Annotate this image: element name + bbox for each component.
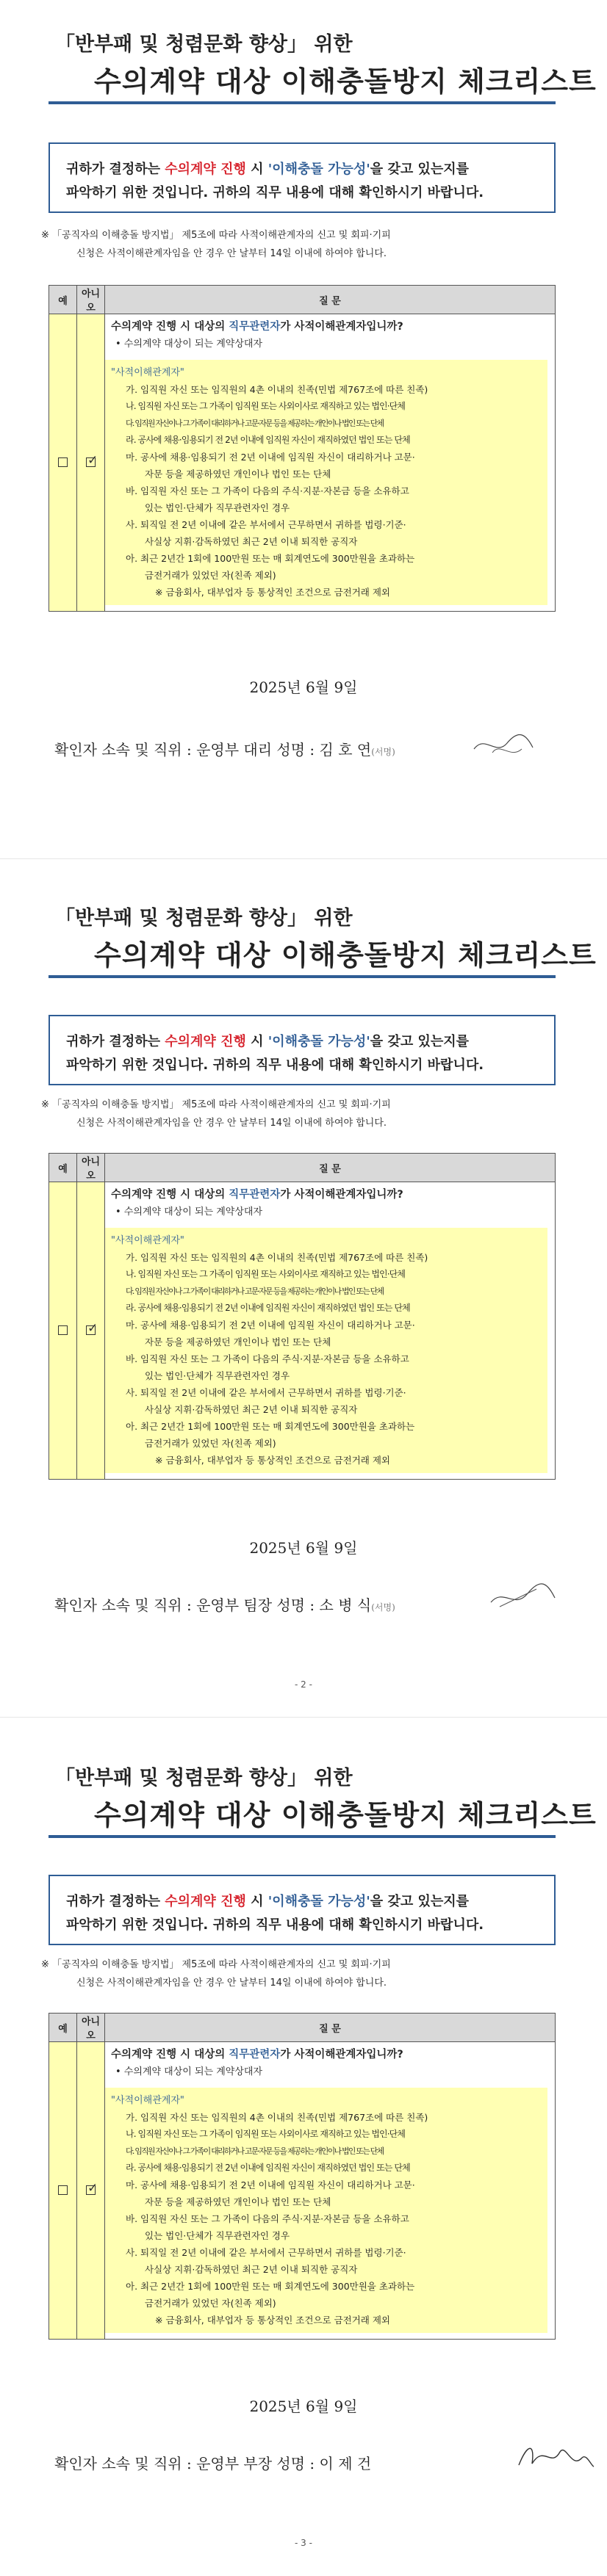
date: 2025년 6월 9일 — [249, 2398, 358, 2415]
term-label: "사적이해관계자" — [111, 1235, 184, 1246]
question-heading — [111, 319, 547, 336]
notice-line1 — [66, 1031, 469, 1050]
notice-blue-text: '이해충돌 가능성' — [267, 1894, 370, 1909]
table-header-row — [49, 2014, 556, 2042]
term-item: 가. 임직원 자신 또는 임직원의 4촌 이내의 친족(민법 제767조에 따른 친족) — [126, 384, 428, 395]
page-2 — [0, 858, 607, 1718]
term-label: "사적이해관계자" — [111, 367, 184, 378]
yes-checkbox[interactable] — [58, 1325, 68, 1335]
term-item: 나. 임직원 자신 또는 그 가족이 임직원 또는 사외이사로 재직하고 있는 법인·단체 — [126, 2129, 406, 2139]
term-label: "사적이해관계자" — [111, 2095, 184, 2106]
term-item: 마. 공사에 채용·임용되기 전 2년 이내에 임직원 자신이 대리하거나 고문· — [126, 2179, 415, 2190]
term-item: 나. 임직원 자신 또는 그 가족이 임직원 또는 사외이사로 재직하고 있는 법인·단체 — [126, 401, 406, 411]
notice-text: 을 갖고 있는지를 — [370, 1894, 470, 1909]
question-sub: • 수의계약 대상이 되는 계약상대자 — [115, 2066, 263, 2077]
title-line1: 「반부패 및 청렴문화 향상」 위한 — [55, 1767, 353, 1790]
confirmer-name: 이 제 건 — [319, 2455, 372, 2472]
page-number: - 2 - — [295, 1679, 312, 1690]
notice-red-text: 수의계약 진행 — [165, 162, 246, 177]
term-item: 가. 임직원 자신 또는 임직원의 4촌 이내의 친족(민법 제767조에 따른 친족) — [126, 1252, 428, 1263]
term-item: 있는 법인·단체가 직무관련자인 경우 — [145, 502, 290, 513]
term-item: 마. 공사에 채용·임용되기 전 2년 이내에 임직원 자신이 대리하거나 고문· — [126, 1320, 415, 1331]
header-yes: 예 — [49, 2014, 77, 2042]
header-no: 아니오 — [77, 2014, 105, 2042]
footnote-line2: 신청은 사적이해관계자임을 안 경우 안 날부터 14일 이내에 하여야 합니다. — [76, 1978, 387, 1989]
yes-checkbox[interactable] — [58, 2185, 68, 2195]
confirmer-position: 운영부 부장 — [196, 2455, 273, 2472]
question-sub: • 수의계약 대상이 되는 계약상대자 — [115, 1206, 263, 1218]
footnote — [41, 1955, 556, 1992]
stamp-text: (서명) — [371, 1602, 395, 1613]
term-item: 라. 공사에 채용·임용되기 전 2년 이내에 임직원 자신이 재직하였던 법인 또는 단체 — [126, 435, 410, 445]
term-item: 사. 퇴직일 전 2년 이내에 같은 부서에서 근무하면서 귀하를 법령·기준· — [126, 2247, 406, 2258]
name-label: 성명 : — [276, 741, 320, 759]
term-item: 아. 최근 2년간 1회에 100만원 또는 매 회계연도에 300만원을 초과하는 — [126, 1421, 415, 1432]
term-item: 아. 최근 2년간 1회에 100만원 또는 매 회계연도에 300만원을 초과하는 — [126, 553, 415, 564]
term-item: 나. 임직원 자신 또는 그 가족이 임직원 또는 사외이사로 재직하고 있는 법인·단체 — [126, 1269, 406, 1279]
notice-text: 시 — [245, 1034, 268, 1049]
footnote-line2: 신청은 사적이해관계자임을 안 경우 안 날부터 14일 이내에 하여야 합니다. — [76, 248, 387, 259]
question-text: 수의계약 진행 시 대상의 — [111, 1189, 229, 1201]
checklist-table — [49, 1153, 556, 1480]
title-line1: 「반부패 및 청렴문화 향상」 위한 — [55, 907, 353, 930]
title-underline — [49, 101, 556, 104]
header-yes: 예 — [49, 286, 77, 314]
term-definition — [105, 1228, 547, 1473]
header-no: 아니오 — [77, 286, 105, 314]
term-item: 자문 등을 제공하였던 개인이나 법인 또는 단체 — [145, 468, 331, 480]
term-item: 금전거래가 있었던 자(친족 제외) — [145, 1438, 276, 1449]
term-item: 있는 법인·단체가 직무관련자인 경우 — [145, 1370, 290, 1381]
notice-red-text: 수의계약 진행 — [165, 1894, 246, 1909]
term-item: 사실상 지휘·감독하였던 최근 2년 이내 퇴직한 공직자 — [145, 536, 358, 547]
question-text: 가 사적이해관계자입니까? — [280, 1189, 403, 1201]
term-item: 바. 임직원 자신 또는 그 가족이 다음의 주식·지분·자본금 등을 소유하고 — [126, 485, 409, 496]
confirmer-line — [54, 2452, 371, 2473]
footnote-line1: ※ 「공직자의 이해충돌 방지법」 제5조에 따라 사적이해관계자의 신고 및 회피·기피 — [41, 1099, 391, 1110]
term-item: 사실상 지휘·감독하였던 최근 2년 이내 퇴직한 공직자 — [145, 2264, 358, 2275]
notice-text: 귀하가 결정하는 — [66, 1034, 165, 1049]
confirmer-line — [54, 1593, 395, 1615]
name-label: 성명 : — [276, 2455, 320, 2472]
notice-line2: 파악하기 위한 것입니다. 귀하의 직무 내용에 대해 확인하시기 바랍니다. — [66, 1057, 484, 1073]
footnote — [41, 1096, 556, 1132]
title-underline — [49, 975, 556, 978]
header-question: 질 문 — [105, 1154, 556, 1182]
confirmer-name: 김 호 연 — [319, 741, 372, 759]
check-mark-icon: ✓ — [87, 2180, 98, 2196]
table-header-row — [49, 286, 556, 314]
term-item: 자문 등을 제공하였던 개인이나 법인 또는 단체 — [145, 2196, 331, 2207]
term-item: 금전거래가 있었던 자(친족 제외) — [145, 570, 276, 581]
term-item: 바. 임직원 자신 또는 그 가족이 다음의 주식·지분·자본금 등을 소유하고 — [126, 2213, 409, 2224]
question-cell — [105, 1182, 556, 1480]
confirmer-name: 소 병 식 — [319, 1596, 372, 1614]
notice-line1 — [66, 159, 469, 178]
confirmer-prefix: 확인자 소속 및 직위 : — [54, 741, 197, 759]
table-row — [49, 2042, 556, 2340]
check-mark-icon: ✓ — [87, 452, 98, 468]
notice-box — [49, 1015, 556, 1085]
checklist-table — [49, 285, 556, 612]
term-item: 가. 임직원 자신 또는 임직원의 4촌 이내의 친족(민법 제767조에 따른 친족) — [126, 2112, 428, 2123]
table-row — [49, 1182, 556, 1480]
signature-image — [470, 727, 536, 764]
header-question: 질 문 — [105, 286, 556, 314]
term-item: 다. 임직원 자신이나 그 가족이 대리하거나 고문·자문 등을 제공하는 개인이나 법인 또는 단체 — [126, 419, 384, 428]
notice-text: 을 갖고 있는지를 — [370, 162, 470, 177]
term-note: ※ 금융회사, 대부업자 등 통상적인 조건으로 금전거래 제외 — [155, 587, 390, 598]
term-item: 바. 임직원 자신 또는 그 가족이 다음의 주식·지분·자본금 등을 소유하고 — [126, 1353, 409, 1364]
confirmer-position: 운영부 팀장 — [196, 1596, 273, 1614]
no-cell[interactable] — [77, 314, 105, 612]
check-mark-icon: ✓ — [87, 1320, 98, 1336]
signature-image — [485, 1579, 558, 1616]
no-cell[interactable] — [77, 2042, 105, 2340]
term-item: 자문 등을 제공하였던 개인이나 법인 또는 단체 — [145, 1336, 331, 1347]
footnote-line2: 신청은 사적이해관계자임을 안 경우 안 날부터 14일 이내에 하여야 합니다. — [76, 1118, 387, 1129]
term-item: 다. 임직원 자신이나 그 가족이 대리하거나 고문·자문 등을 제공하는 개인이나 법인 또는 단체 — [126, 1287, 384, 1296]
date: 2025년 6월 9일 — [249, 679, 358, 696]
question-heading — [111, 2047, 547, 2063]
title-line1: 「반부패 및 청렴문화 향상」 위한 — [55, 33, 353, 56]
term-item: 사. 퇴직일 전 2년 이내에 같은 부서에서 근무하면서 귀하를 법령·기준· — [126, 1387, 406, 1398]
confirmer-prefix: 확인자 소속 및 직위 : — [54, 1596, 197, 1614]
notice-blue-text: '이해충돌 가능성' — [267, 1034, 370, 1049]
footnote-line1: ※ 「공직자의 이해충돌 방지법」 제5조에 따라 사적이해관계자의 신고 및 회피·기피 — [41, 1959, 391, 1970]
confirmer-position: 운영부 대리 — [196, 741, 273, 759]
footnote — [41, 226, 556, 263]
notice-text: 귀하가 결정하는 — [66, 1894, 165, 1909]
term-item: 라. 공사에 채용·임용되기 전 2년 이내에 임직원 자신이 재직하였던 법인 또는 단체 — [126, 2163, 410, 2173]
notice-line1 — [66, 1891, 469, 1910]
page-1 — [0, 0, 607, 858]
question-text: 가 사적이해관계자입니까? — [280, 2049, 403, 2061]
stamp-text: (서명) — [371, 747, 395, 757]
notice-text: 시 — [245, 162, 268, 177]
yes-cell[interactable] — [49, 314, 77, 612]
header-question: 질 문 — [105, 2014, 556, 2042]
notice-line2: 파악하기 위한 것입니다. 귀하의 직무 내용에 대해 확인하시기 바랍니다. — [66, 185, 484, 200]
page-number: - 3 - — [295, 2538, 312, 2548]
notice-text: 시 — [245, 1894, 268, 1909]
term-note: ※ 금융회사, 대부업자 등 통상적인 조건으로 금전거래 제외 — [155, 2315, 390, 2326]
term-item: 라. 공사에 채용·임용되기 전 2년 이내에 임직원 자신이 재직하였던 법인 또는 단체 — [126, 1303, 410, 1313]
table-row — [49, 314, 556, 612]
notice-box — [49, 142, 556, 213]
term-definition — [105, 2088, 547, 2333]
yes-checkbox[interactable] — [58, 457, 68, 467]
date: 2025년 6월 9일 — [249, 1539, 358, 1557]
term-item: 마. 공사에 채용·임용되기 전 2년 이내에 임직원 자신이 대리하거나 고문· — [126, 452, 415, 463]
signature-image — [514, 2436, 595, 2480]
title-line2: 수의계약 대상 이해충돌방지 체크리스트 — [94, 65, 597, 98]
term-item: 다. 임직원 자신이나 그 가족이 대리하거나 고문·자문 등을 제공하는 개인이나 법인 또는 단체 — [126, 2146, 384, 2156]
notice-line2: 파악하기 위한 것입니다. 귀하의 직무 내용에 대해 확인하시기 바랍니다. — [66, 1917, 484, 1933]
header-no: 아니오 — [77, 1154, 105, 1182]
term-item: 아. 최근 2년간 1회에 100만원 또는 매 회계연도에 300만원을 초과하는 — [126, 2281, 415, 2292]
question-highlight: 직무관련자 — [229, 2049, 281, 2061]
table-header-row — [49, 1154, 556, 1182]
yes-cell[interactable] — [49, 2042, 77, 2340]
title-line2: 수의계약 대상 이해충돌방지 체크리스트 — [94, 939, 597, 972]
question-text: 수의계약 진행 시 대상의 — [111, 2049, 229, 2061]
no-checkbox[interactable] — [86, 452, 98, 468]
question-highlight: 직무관련자 — [229, 321, 281, 333]
confirmer-prefix: 확인자 소속 및 직위 : — [54, 2455, 197, 2472]
term-item: 금전거래가 있었던 자(친족 제외) — [145, 2298, 276, 2309]
checklist-table — [49, 2013, 556, 2340]
no-checkbox[interactable] — [86, 2180, 98, 2196]
page-3 — [0, 1717, 607, 2576]
notice-red-text: 수의계약 진행 — [165, 1034, 246, 1049]
title-line2: 수의계약 대상 이해충돌방지 체크리스트 — [94, 1799, 597, 1831]
term-item: 사실상 지휘·감독하였던 최근 2년 이내 퇴직한 공직자 — [145, 1404, 358, 1415]
no-checkbox[interactable] — [86, 1320, 98, 1336]
no-cell[interactable] — [77, 1182, 105, 1480]
question-sub: • 수의계약 대상이 되는 계약상대자 — [115, 339, 263, 350]
question-cell — [105, 2042, 556, 2340]
question-cell — [105, 314, 556, 612]
question-heading — [111, 1187, 547, 1204]
notice-box — [49, 1875, 556, 1945]
footnote-line1: ※ 「공직자의 이해충돌 방지법」 제5조에 따라 사적이해관계자의 신고 및 회피·기피 — [41, 230, 391, 241]
question-highlight: 직무관련자 — [229, 1189, 281, 1201]
title-underline — [49, 1835, 556, 1838]
question-text: 수의계약 진행 시 대상의 — [111, 321, 229, 333]
term-item: 있는 법인·단체가 직무관련자인 경우 — [145, 2230, 290, 2241]
term-definition — [105, 360, 547, 605]
notice-blue-text: '이해충돌 가능성' — [267, 162, 370, 177]
notice-text: 귀하가 결정하는 — [66, 162, 165, 177]
yes-cell[interactable] — [49, 1182, 77, 1480]
term-note: ※ 금융회사, 대부업자 등 통상적인 조건으로 금전거래 제외 — [155, 1455, 390, 1466]
confirmer-line — [54, 738, 395, 759]
term-item: 사. 퇴직일 전 2년 이내에 같은 부서에서 근무하면서 귀하를 법령·기준· — [126, 519, 406, 530]
name-label: 성명 : — [276, 1596, 320, 1614]
question-text: 가 사적이해관계자입니까? — [280, 321, 403, 333]
header-yes: 예 — [49, 1154, 77, 1182]
notice-text: 을 갖고 있는지를 — [370, 1034, 470, 1049]
